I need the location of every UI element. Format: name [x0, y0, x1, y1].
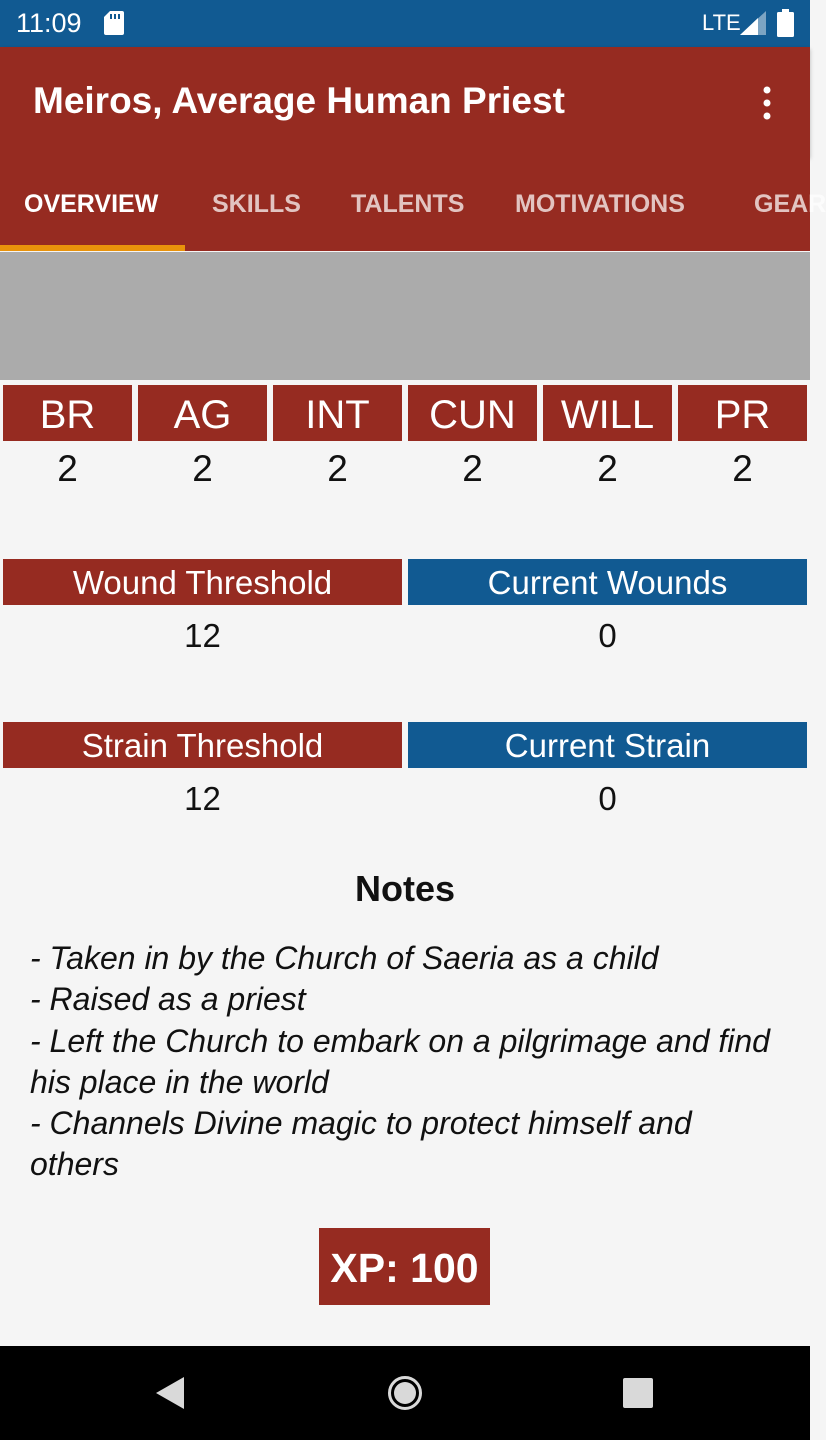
notes-title: Notes — [354, 868, 456, 909]
current-wounds-label: Current Wounds — [408, 559, 807, 605]
more-options-icon[interactable] — [752, 85, 782, 121]
tab-bar — [0, 157, 826, 251]
stat-value-br[interactable]: 2 — [57, 448, 78, 489]
signal-icon — [740, 11, 766, 35]
status-time: 11:09 — [16, 8, 82, 38]
stat-label-ag: AG — [138, 385, 267, 441]
xp-button[interactable]: XP: 100 — [319, 1228, 490, 1305]
stat-label-br: BR — [3, 385, 132, 441]
status-bar — [0, 0, 810, 47]
current-wounds-value[interactable]: 0 — [598, 617, 617, 654]
navigation-bar — [0, 1346, 810, 1440]
stat-value-int[interactable]: 2 — [327, 448, 348, 489]
strain-threshold-value[interactable]: 12 — [184, 780, 221, 817]
character-banner — [0, 252, 810, 380]
stat-value-cun[interactable]: 2 — [462, 448, 483, 489]
stat-label-will: WILL — [543, 385, 672, 441]
home-icon[interactable] — [387, 1375, 423, 1411]
app-bar — [0, 47, 810, 157]
back-icon[interactable] — [154, 1376, 186, 1410]
battery-icon — [777, 9, 794, 37]
tab-skills[interactable]: SKILLS — [212, 190, 301, 218]
stat-label-cun: CUN — [408, 385, 537, 441]
strain-threshold-label: Strain Threshold — [3, 722, 402, 768]
current-strain-value[interactable]: 0 — [598, 780, 617, 817]
network-type: LTE — [702, 10, 741, 35]
stat-label-pr: PR — [678, 385, 807, 441]
wound-threshold-label: Wound Threshold — [3, 559, 402, 605]
stat-value-pr[interactable]: 2 — [732, 448, 753, 489]
tab-talents[interactable]: TALENTS — [351, 190, 465, 218]
tab-overview[interactable]: OVERVIEW — [24, 190, 159, 218]
wound-threshold-value[interactable]: 12 — [184, 617, 221, 654]
tab-motivations[interactable]: MOTIVATIONS — [515, 190, 685, 218]
current-strain-label: Current Strain — [408, 722, 807, 768]
sd-card-icon — [104, 11, 124, 35]
stat-value-will[interactable]: 2 — [597, 448, 618, 489]
page-title: Meiros, Average Human Priest — [33, 80, 565, 121]
tab-indicator — [0, 245, 185, 251]
stat-label-int: INT — [273, 385, 402, 441]
recents-icon[interactable] — [623, 1378, 653, 1408]
tab-gear[interactable]: GEAR — [754, 190, 826, 218]
notes-text[interactable]: - Taken in by the Church of Saeria as a child - Raised as a priest - Left the Church to embark on a pilgrimage and find his place in the world - Channels Divine magic to protect himself and others — [30, 940, 770, 1183]
stat-value-ag[interactable]: 2 — [192, 448, 213, 489]
